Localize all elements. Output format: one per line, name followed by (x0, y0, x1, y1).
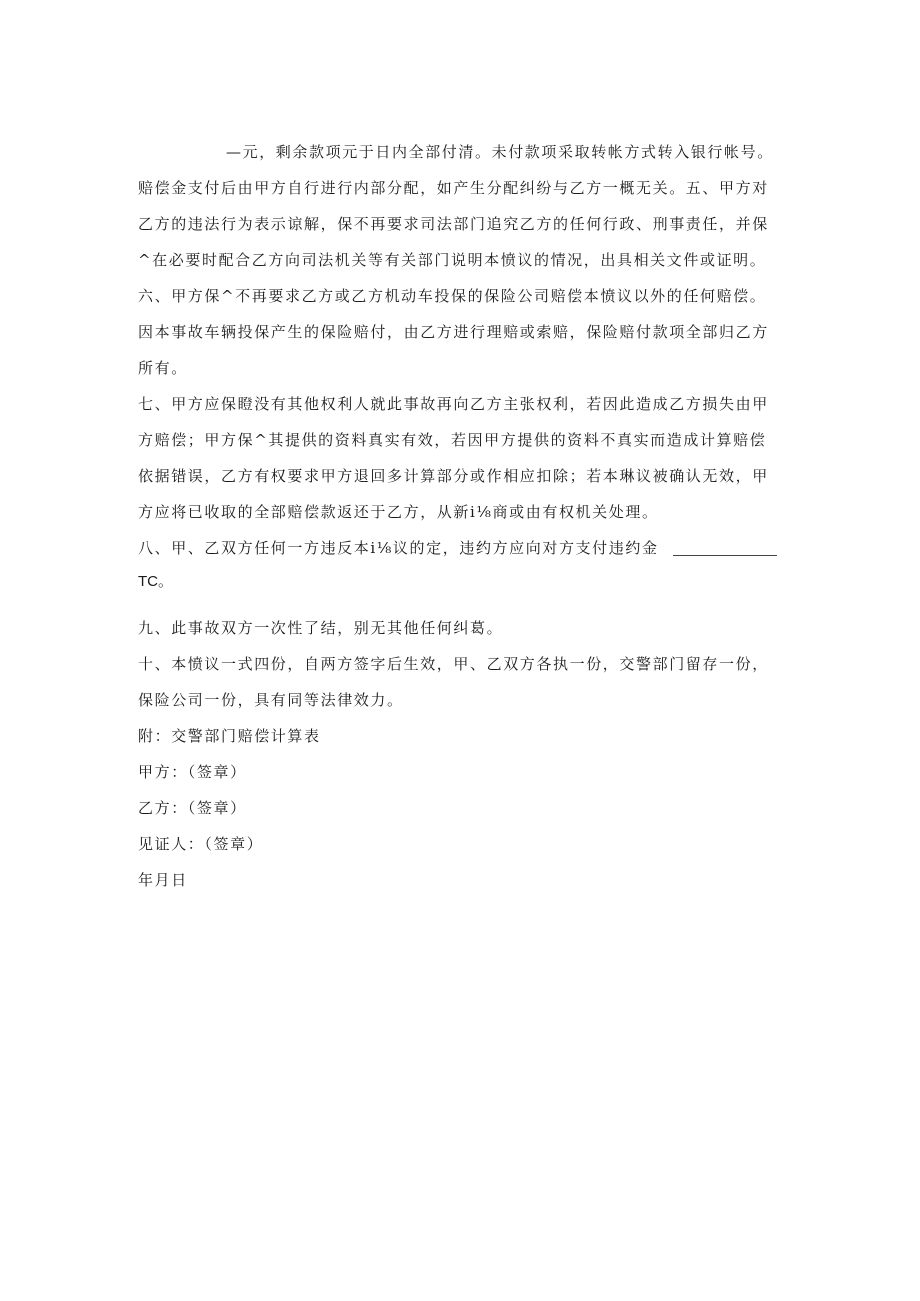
date-line: 年月日 (138, 871, 188, 889)
clause-seven-line-2: 方赔偿；甲方保^其提供的资料真实有效，若因甲方提供的资料不真实而造成计算赔偿 (138, 431, 767, 449)
forgiveness-clause-line: 乙方的违法行为表示谅解，保不再要求司法部门追究乙方的任何行政、刑事责任，并保 (138, 215, 769, 233)
document-body (138, 134, 798, 898)
clause-eight-continuation: TC。 (138, 573, 173, 590)
clause-eight-text: 八、甲、乙双方任何一方违反本i⅛议的定，违约方应向对方支付违约金 (138, 539, 659, 557)
clause-nine-line: 九、此事故双方一次性了结，别无其他任何纠葛。 (138, 619, 504, 637)
clause-six-line-1: 六、甲方保^不再要求乙方或乙方机动车投保的保险公司赔偿本愤议以外的任何赔偿。 (138, 287, 767, 305)
distribution-clause-line: 赔偿金支付后由甲方自行进行内部分配，如产生分配纠纷与乙方一概无关。五、甲方对 (138, 179, 769, 197)
clause-six-line-3: 所有。 (138, 359, 188, 377)
attachment-line: 附：交警部门赔偿计算表 (138, 727, 321, 745)
clause-seven-line-3: 依据错误，乙方有权要求甲方退回多计算部分或作相应扣除；若本琳议被确认无效，甲 (138, 467, 769, 485)
clause-eight-line (138, 530, 798, 566)
clause-ten-line-1: 十、本愤议一式四份，自两方签字后生效，甲、乙双方各执一份，交警部门留存一份， (138, 655, 769, 673)
party-a-signature: 甲方：（签章） (138, 763, 247, 781)
payment-terms-line: —元，剩余款项元于日内全部付清。未付款项采取转帐方式转入银行帐号。 (226, 143, 774, 161)
clause-ten-line-2: 保险公司一份，具有同等法律效力。 (138, 691, 404, 709)
penalty-amount-blank (673, 555, 777, 556)
witness-signature: 见证人：（签章） (138, 835, 264, 853)
clause-seven-line-1: 七、甲方应保瞪没有其他权利人就此事故再向乙方主张权利，若因此造成乙方损失由甲 (138, 395, 769, 413)
clause-six-line-2: 因本事故车辆投保产生的保险赔付，由乙方进行理赔或索赔，保险赔付款项全部归乙方 (138, 323, 769, 341)
cooperation-clause-line: ^在必要时配合乙方向司法机关等有关部门说明本愤议的情况，出具相关文件或证明。 (138, 251, 767, 269)
clause-seven-line-4: 方应将已收取的全部赔偿款返还于乙方，从新i⅛商或由有权机关处理。 (138, 503, 659, 521)
party-b-signature: 乙方：（签章） (138, 799, 247, 817)
